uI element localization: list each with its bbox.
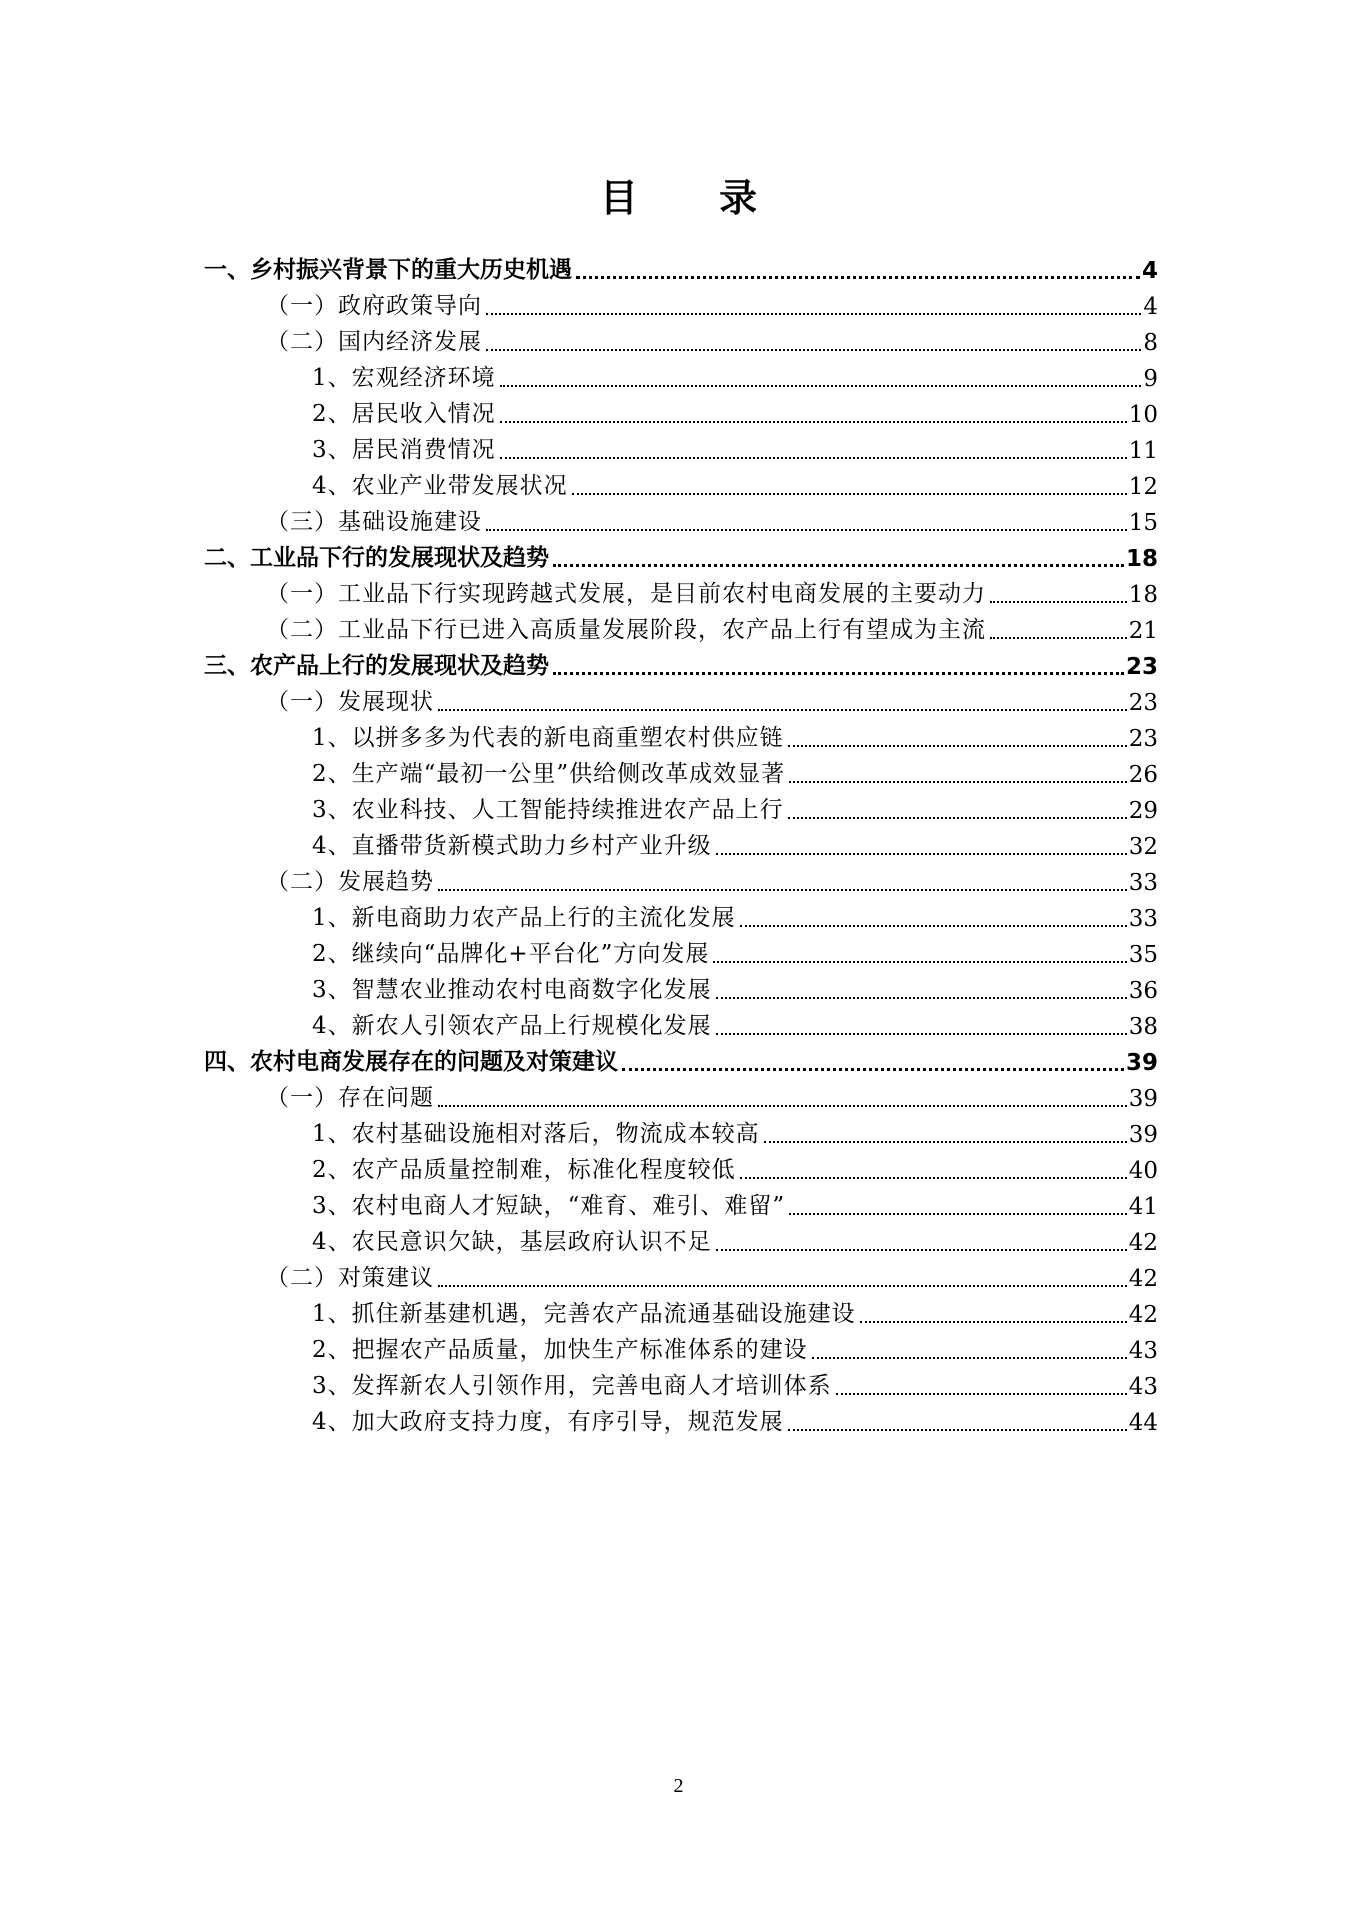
toc-dot-leader [486,349,1141,351]
table-of-contents [204,252,1158,1440]
toc-entry-title: 4、直播带货新模式助力乡村产业升级 [312,833,712,859]
toc-dot-leader [740,1177,1127,1179]
toc-entry-level-3[interactable] [204,936,1158,972]
toc-dot-leader [500,457,1127,459]
toc-entry-level-3[interactable] [204,432,1158,468]
toc-dot-leader [716,1249,1127,1251]
toc-entry-page-number: 36 [1128,978,1158,1004]
toc-entry-title: （一）存在问题 [266,1085,434,1111]
toc-entry-level-3[interactable] [204,1188,1158,1224]
toc-entry-page-number: 4 [1143,294,1158,320]
toc-entry-page-number: 11 [1128,438,1158,464]
toc-entry-title: 2、居民收入情况 [312,401,496,427]
toc-entry-level-3[interactable] [204,1368,1158,1404]
toc-entry-title: 2、生产端“最初一公里”供给侧改革成效显著 [312,761,786,787]
toc-entry-page-number: 4 [1141,258,1158,284]
toc-dot-leader [860,1321,1127,1323]
toc-entry-page-number: 26 [1128,762,1158,788]
toc-entry-level-3[interactable] [204,468,1158,504]
toc-entry-level-3[interactable] [204,1332,1158,1368]
toc-entry-page-number: 12 [1128,474,1158,500]
toc-entry-level-1[interactable] [204,540,1158,576]
toc-dot-leader [576,276,1140,279]
toc-entry-page-number: 18 [1125,546,1158,572]
toc-dot-leader [788,1429,1127,1431]
toc-dot-leader [438,1285,1127,1287]
toc-dot-leader [486,529,1127,531]
toc-dot-leader [438,889,1127,891]
toc-entry-page-number: 43 [1128,1338,1158,1364]
toc-entry-title: （二）工业品下行已进入高质量发展阶段，农产品上行有望成为主流 [266,617,986,643]
toc-entry-title: 三、农产品上行的发展现状及趋势 [204,653,549,679]
toc-dot-leader [788,745,1127,747]
toc-dot-leader [789,781,1127,783]
toc-dot-leader [438,709,1127,711]
toc-entry-page-number: 23 [1128,690,1158,716]
toc-entry-page-number: 39 [1128,1122,1158,1148]
toc-entry-title: 3、居民消费情况 [312,437,496,463]
toc-dot-leader [789,1213,1127,1215]
toc-dot-leader [622,1068,1124,1071]
toc-dot-leader [438,1105,1127,1107]
toc-entry-page-number: 40 [1128,1158,1158,1184]
toc-entry-title: 2、农产品质量控制难，标准化程度较低 [312,1157,736,1183]
toc-entry-title: 1、宏观经济环境 [312,365,496,391]
toc-entry-title: 1、以拼多多为代表的新电商重塑农村供应链 [312,725,784,751]
toc-entry-title: 4、新农人引领农产品上行规模化发展 [312,1013,712,1039]
toc-entry-level-2[interactable] [204,612,1158,648]
toc-entry-level-3[interactable] [204,1152,1158,1188]
toc-entry-page-number: 21 [1128,618,1158,644]
toc-entry-level-2[interactable] [204,1260,1158,1296]
toc-entry-title: 4、农业产业带发展状况 [312,473,568,499]
toc-dot-leader [553,564,1124,567]
toc-entry-title: （一）政府政策导向 [266,293,482,319]
toc-dot-leader [500,385,1142,387]
toc-entry-title: 1、新电商助力农产品上行的主流化发展 [312,905,736,931]
toc-entry-page-number: 42 [1128,1302,1158,1328]
toc-entry-page-number: 44 [1128,1410,1158,1436]
toc-entry-page-number: 38 [1128,1014,1158,1040]
toc-entry-title: 1、农村基础设施相对落后，物流成本较高 [312,1121,760,1147]
toc-entry-title: （一）发展现状 [266,689,434,715]
toc-dot-leader [990,637,1127,639]
toc-entry-level-3[interactable] [204,756,1158,792]
toc-entry-level-2[interactable] [204,576,1158,612]
toc-entry-title: （三）基础设施建设 [266,509,482,535]
toc-entry-level-2[interactable] [204,324,1158,360]
toc-entry-page-number: 35 [1128,942,1158,968]
toc-entry-title: 一、乡村振兴背景下的重大历史机遇 [204,257,572,283]
toc-title: 目 录 [599,176,792,220]
toc-entry-page-number: 29 [1128,798,1158,824]
toc-entry-level-3[interactable] [204,1008,1158,1044]
toc-dot-leader [716,853,1127,855]
toc-entry-title: （二）发展趋势 [266,869,434,895]
toc-dot-leader [486,313,1141,315]
toc-entry-level-2[interactable] [204,1080,1158,1116]
toc-entry-level-3[interactable] [204,1404,1158,1440]
toc-entry-page-number: 42 [1128,1266,1158,1292]
toc-dot-leader [764,1141,1127,1143]
toc-dot-leader [716,997,1127,999]
toc-entry-level-3[interactable] [204,1116,1158,1152]
toc-entry-level-3[interactable] [204,1224,1158,1260]
toc-entry-level-2[interactable] [204,504,1158,540]
toc-entry-title: 3、农村电商人才短缺，“难育、难引、难留” [312,1193,786,1219]
toc-entry-title: 2、继续向“品牌化+平台化”方向发展 [312,941,710,967]
toc-entry-title: 2、把握农产品质量，加快生产标准体系的建设 [312,1337,808,1363]
toc-entry-level-3[interactable] [204,828,1158,864]
toc-entry-level-1[interactable] [204,1044,1158,1080]
toc-entry-page-number: 32 [1128,834,1158,860]
toc-dot-leader [990,601,1127,603]
toc-entry-level-2[interactable] [204,864,1158,900]
toc-entry-title: （一）工业品下行实现跨越式发展，是目前农村电商发展的主要动力 [266,581,986,607]
toc-dot-leader [812,1357,1127,1359]
toc-dot-leader [836,1393,1127,1395]
toc-dot-leader [788,817,1127,819]
toc-entry-page-number: 42 [1128,1230,1158,1256]
toc-dot-leader [740,925,1127,927]
toc-entry-level-2[interactable] [204,684,1158,720]
toc-entry-level-3[interactable] [204,396,1158,432]
toc-entry-page-number: 9 [1143,366,1158,392]
toc-entry-level-3[interactable] [204,900,1158,936]
toc-entry-page-number: 33 [1128,906,1158,932]
toc-entry-level-3[interactable] [204,1296,1158,1332]
toc-entry-title: 3、农业科技、人工智能持续推进农产品上行 [312,797,784,823]
toc-entry-title: 3、发挥新农人引领作用，完善电商人才培训体系 [312,1373,832,1399]
toc-entry-page-number: 8 [1143,330,1158,356]
toc-dot-leader [553,672,1124,675]
toc-entry-page-number: 41 [1128,1194,1158,1220]
toc-entry-level-3[interactable] [204,972,1158,1008]
toc-entry-page-number: 43 [1128,1374,1158,1400]
toc-entry-level-3[interactable] [204,360,1158,396]
toc-entry-level-3[interactable] [204,792,1158,828]
toc-entry-page-number: 23 [1128,726,1158,752]
toc-entry-level-3[interactable] [204,720,1158,756]
toc-entry-page-number: 10 [1128,402,1158,428]
toc-entry-title: （二）国内经济发展 [266,329,482,355]
toc-entry-page-number: 39 [1128,1086,1158,1112]
toc-entry-page-number: 33 [1128,870,1158,896]
toc-entry-page-number: 39 [1125,1050,1158,1076]
toc-entry-title: 4、加大政府支持力度，有序引导，规范发展 [312,1409,784,1435]
toc-entry-title: （二）对策建议 [266,1265,434,1291]
toc-entry-page-number: 23 [1125,654,1158,680]
toc-entry-page-number: 15 [1128,510,1158,536]
toc-entry-page-number: 18 [1128,582,1158,608]
toc-entry-level-2[interactable] [204,288,1158,324]
toc-entry-level-1[interactable] [204,648,1158,684]
toc-dot-leader [716,1033,1127,1035]
toc-entry-title: 4、农民意识欠缺，基层政府认识不足 [312,1229,712,1255]
toc-entry-title: 二、工业品下行的发展现状及趋势 [204,545,549,571]
toc-dot-leader [572,493,1127,495]
toc-entry-title: 四、农村电商发展存在的问题及对策建议 [204,1049,618,1075]
toc-dot-leader [500,421,1127,423]
toc-entry-title: 3、智慧农业推动农村电商数字化发展 [312,977,712,1003]
page-number: 2 [673,1775,684,1797]
toc-entry-title: 1、抓住新基建机遇，完善农产品流通基础设施建设 [312,1301,856,1327]
toc-entry-level-1[interactable] [204,252,1158,288]
toc-dot-leader [713,961,1126,963]
